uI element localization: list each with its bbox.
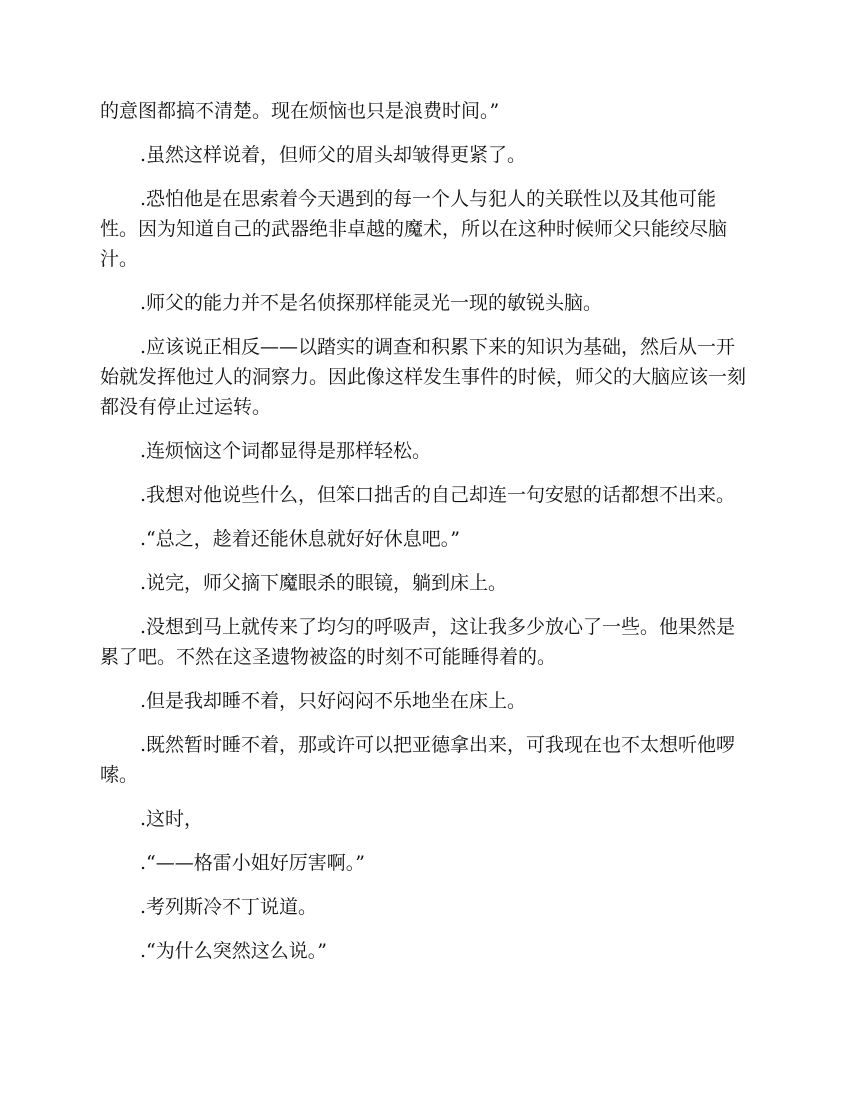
document-page bbox=[100, 96, 750, 980]
paragraph: .没想到马上就传来了均匀的呼吸声，这让我多少放心了一些。他果然是累了吧。不然在这圣遗物被盗的时刻不可能睡得着的。 bbox=[100, 616, 736, 668]
paragraph: .既然暂时睡不着，那或许可以把亚德拿出来，可我现在也不太想听他啰嗦。 bbox=[100, 734, 736, 786]
paragraph: .我想对他说些什么，但笨口拙舌的自己却连一句安慰的话都想不出来。 bbox=[140, 484, 736, 506]
paragraph: .说完，师父摘下魔眼杀的眼镜，躺到床上。 bbox=[140, 572, 508, 594]
paragraph: .这时， bbox=[140, 808, 204, 830]
paragraph: .“——格雷小姐好厉害啊。” bbox=[140, 852, 365, 874]
paragraph: .考列斯冷不丁说道。 bbox=[140, 896, 318, 918]
paragraph: .应该说正相反——以踏实的调查和积累下来的知识为基础，然后从一开始就发挥他过人的洞察力。因此像这样发生事件的时候，师父的大脑应该一刻都没有停止过运转。 bbox=[100, 336, 747, 418]
paragraph: 的意图都搞不清楚。现在烦恼也只是浪费时间。” bbox=[100, 100, 500, 122]
paragraph: .恐怕他是在思索着今天遇到的每一个人与犯人的关联性以及其他可能性。因为知道自己的武器绝非卓越的魔术，所以在这种时候师父只能绞尽脑汁。 bbox=[100, 188, 728, 270]
paragraph: .“总之，趁着还能休息就好好休息吧。” bbox=[140, 528, 460, 550]
paragraph: .师父的能力并不是名侦探那样能灵光一现的敏锐头脑。 bbox=[140, 292, 603, 314]
paragraph: .但是我却睡不着，只好闷闷不乐地坐在床上。 bbox=[140, 690, 527, 712]
paragraph: .连烦恼这个词都显得是那样轻松。 bbox=[140, 440, 432, 462]
paragraph: .虽然这样说着，但师父的眉头却皱得更紧了。 bbox=[140, 144, 527, 166]
paragraph: .“为什么突然这么说。” bbox=[140, 940, 327, 962]
